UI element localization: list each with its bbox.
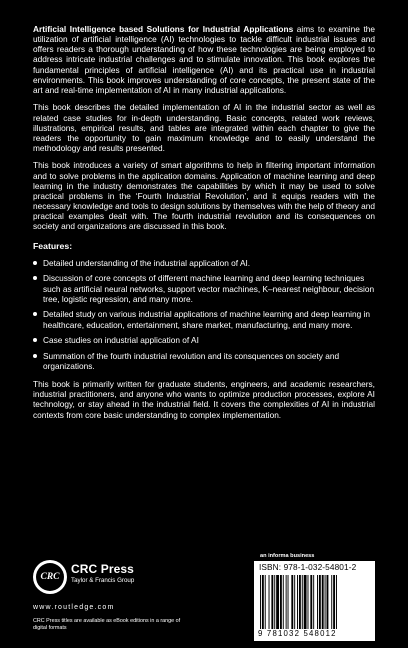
barcode-digits: 9 781032 548012 <box>258 629 337 638</box>
crc-logo-icon <box>33 560 67 594</box>
barcode-bar <box>313 575 314 629</box>
barcode-bar <box>336 575 337 629</box>
feature-item: Discussion of core concepts of different machine learning and deep learning techniques such as artificial neural networks, support vector machines, K–nearest neighbour, decision tree, logistic regression, and many more. <box>33 273 375 303</box>
barcode-bar <box>294 575 295 629</box>
barcode-icon <box>260 575 369 629</box>
publisher-name: CRC Press <box>71 562 134 576</box>
barcode-bar <box>260 575 261 629</box>
feature-item: Summation of the fourth industrial revolution and its consquences on society and organizations. <box>33 351 375 371</box>
audience-paragraph: This book is primarily written for graduate students, engineers, and academic researchers, industrial practitioners, and anyone who wants to optimize production processes, explore AI technology, or stay ahead in the industrial field. It covers the complexities of AI in industrial contexts from core basic understanding to complex implementation. <box>33 379 375 420</box>
barcode-bar <box>333 575 335 629</box>
barcode-bar <box>276 575 279 629</box>
barcode-bar <box>302 575 303 629</box>
back-cover-text <box>33 24 375 427</box>
barcode-bar <box>331 575 332 629</box>
implementation-paragraph: This book describes the detailed implementation of AI in the industrial sector as well as related case studies for in-depth understanding. Basic concepts, related work reviews, illustrations, empirical results, and tables are integrated within each chapter to give the readers the opportunity to gain maximum knowledge and to easily understand the methodology and results presented. <box>33 102 375 154</box>
barcode-bar <box>262 575 264 629</box>
barcode-bar <box>271 575 273 629</box>
feature-item: Case studies on industrial application of AI <box>33 335 375 345</box>
cover-footer <box>0 548 408 648</box>
intro-paragraph <box>33 24 375 95</box>
features-list <box>33 258 375 371</box>
barcode-bar <box>299 575 301 629</box>
barcode-panel <box>254 561 375 641</box>
barcode-bar <box>317 575 318 629</box>
publisher-website: www.routledge.com <box>33 604 115 611</box>
informa-tagline: an informa business <box>260 553 315 559</box>
barcode-bar <box>286 575 287 629</box>
barcode-bar <box>265 575 266 629</box>
barcode-bar <box>274 575 275 629</box>
book-title: Artificial Intelligence based Solutions for Industrial Applications <box>33 24 294 34</box>
barcode-bar <box>308 575 309 629</box>
barcode-bar <box>319 575 321 629</box>
intro-text: aims to examine the utilization of artificial intelligence (AI) technologies to tackle difficult industrial issues and offers readers a thorough understanding of how these technologies are being employed to address intricate industrial challenges and to stimulate innovation. This book explores the fundamental principles of artificial intelligence (AI) and its practical use in industrial environments. This book improves understanding of core concepts, the present state of the art and real-time implementation of AI in many industrial applications. <box>33 24 375 95</box>
barcode-bar <box>304 575 307 629</box>
barcode-bar <box>288 575 289 629</box>
publisher-group: Taylor & Francis Group <box>71 577 135 584</box>
barcode-bar <box>325 575 326 629</box>
barcode-bar <box>280 575 282 629</box>
barcode-bar <box>291 575 293 629</box>
isbn-number: ISBN: 978-1-032-54801-2 <box>259 562 357 572</box>
barcode-bar <box>310 575 312 629</box>
crc-logo-text: CRC <box>36 563 64 591</box>
barcode-bar <box>322 575 324 629</box>
barcode-bar <box>327 575 329 629</box>
barcode-bar <box>283 575 284 629</box>
features-heading: Features: <box>33 240 73 251</box>
ebook-note: CRC Press titles are available as eBook editions in a range of digital formats <box>33 618 181 631</box>
feature-item: Detailed study on various industrial applications of machine learning and deep learning in healthcare, education, entertainment, share market, manufacturing, and many more. <box>33 309 375 329</box>
algorithms-paragraph: This book introduces a variety of smart algorithms to help in filtering important information and to solve problems in the application domains. Application of machine learning and deep learning in the industry demonstrates the capabilities by which it may be used to solve practical problems in the ‘Fourth Industrial Revolution’, and it equips readers with the necessary knowledge and tools to design solutions by themselves with the help of theory and practical examples dealt with. The fourth industrial revolution and its consequences on society and organizations are discussed in this book. <box>33 160 375 232</box>
barcode-bar <box>297 575 298 629</box>
barcode-bar <box>269 575 270 629</box>
feature-item: Detailed understanding of the industrial application of AI. <box>33 258 375 268</box>
